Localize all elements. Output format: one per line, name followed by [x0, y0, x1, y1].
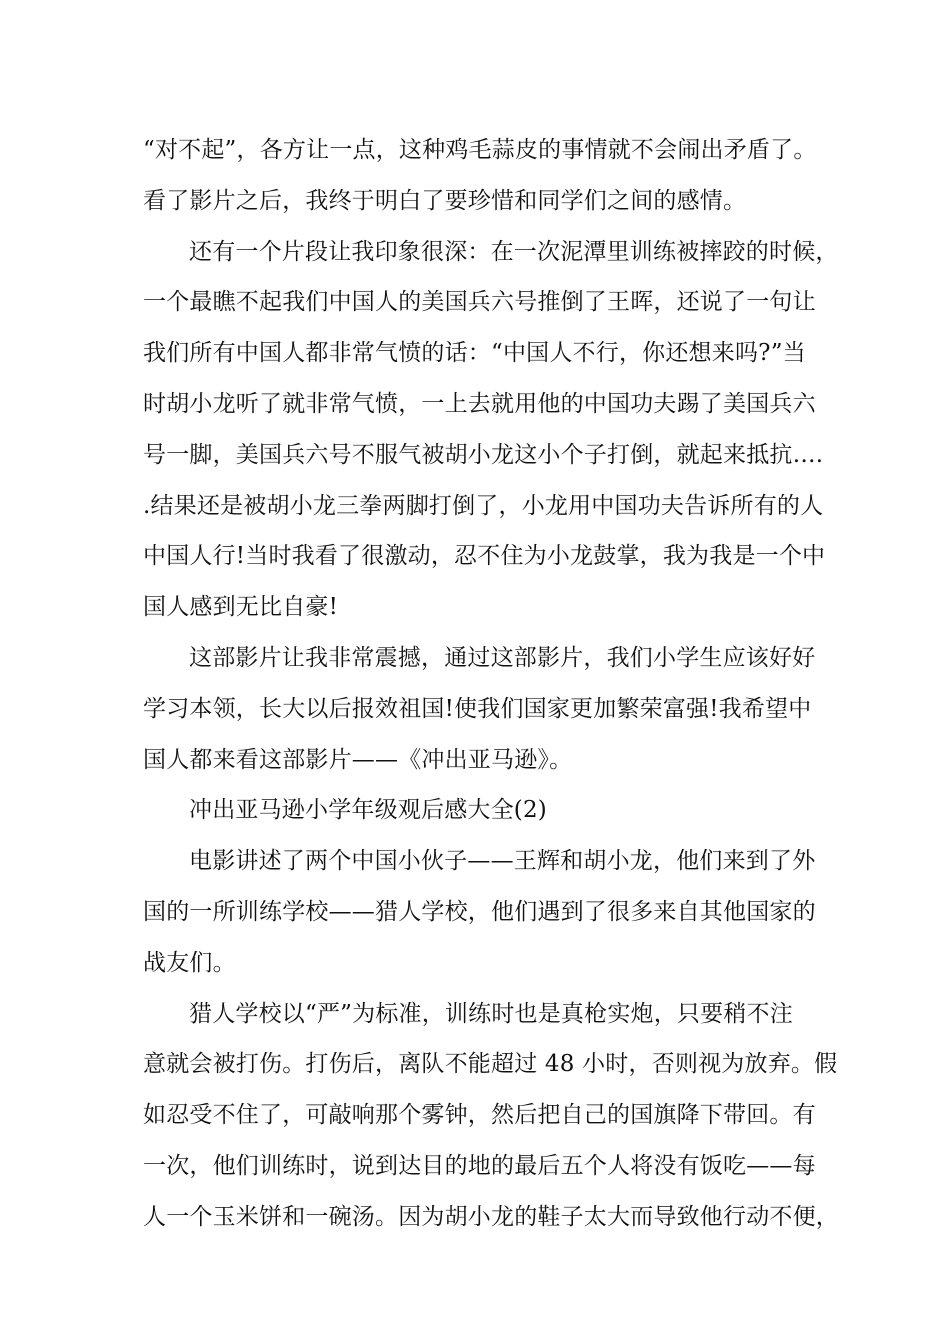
text-line: 国人感到无比自豪! — [143, 594, 339, 621]
text-line: 意就会被打伤。打伤后，离队不能超过 48 小时，否则视为放弃。假 — [143, 1051, 838, 1078]
text-line: 国的一所训练学校——猎人学校，他们遇到了很多来自其他国家的 — [143, 898, 816, 925]
text-line: .结果还是被胡小龙三拳两脚打倒了，小龙用中国功夫告诉所有的人 — [143, 492, 824, 519]
text-line: 国人都来看这部影片——《冲出亚马逊》。 — [143, 746, 573, 773]
text-line: 如忍受不住了，可敲响那个雾钟，然后把自己的国旗降下带回。有 — [143, 1102, 816, 1129]
text-line: 我们所有中国人都非常气愤的话：“中国人不行，你还想来吗?”当 — [143, 340, 806, 367]
paragraph-start-line: 这部影片让我非常震撼，通过这部影片，我们小学生应该好好 — [189, 644, 816, 671]
paragraph-start-line: 猎人学校以“严”为标准，训练时也是真枪实炮，只要稍不注 — [189, 1000, 793, 1027]
text-line: “对不起”，各方让一点，这种鸡毛蒜皮的事情就不会闹出矛盾了。 — [143, 137, 817, 163]
text-line: 时胡小龙听了就非常气愤，一上去就用他的中国功夫踢了美国兵六 — [143, 390, 816, 417]
text-line: 一个最瞧不起我们中国人的美国兵六号推倒了王晖，还说了一句让 — [143, 289, 816, 316]
text-line: 战友们。 — [143, 949, 236, 976]
section-heading: 冲出亚马逊小学年级观后感大全(2) — [189, 797, 547, 824]
paragraph-start-line: 还有一个片段让我印象很深：在一次泥潭里训练被摔跤的时候， — [189, 238, 839, 265]
text-line: 学习本领，长大以后报效祖国!使我们国家更加繁荣富强!我希望中 — [143, 695, 812, 722]
paragraph-start-line: 电影讲述了两个中国小伙子——王辉和胡小龙，他们来到了外 — [189, 848, 816, 875]
text-line: 中国人行!当时我看了很激动，忍不住为小龙鼓掌，我为我是一个中 — [143, 543, 826, 570]
text-line: 号一脚，美国兵六号不服气被胡小龙这小个子打倒，就起来抵抗…. — [143, 441, 824, 468]
text-line: 看了影片之后，我终于明白了要珍惜和同学们之间的感情。 — [143, 187, 747, 214]
text-line: 一次，他们训练时，说到达目的地的最后五个人将没有饭吃——每 — [143, 1152, 816, 1179]
text-line: 人一个玉米饼和一碗汤。因为胡小龙的鞋子太大而导致他行动不便， — [143, 1203, 839, 1230]
